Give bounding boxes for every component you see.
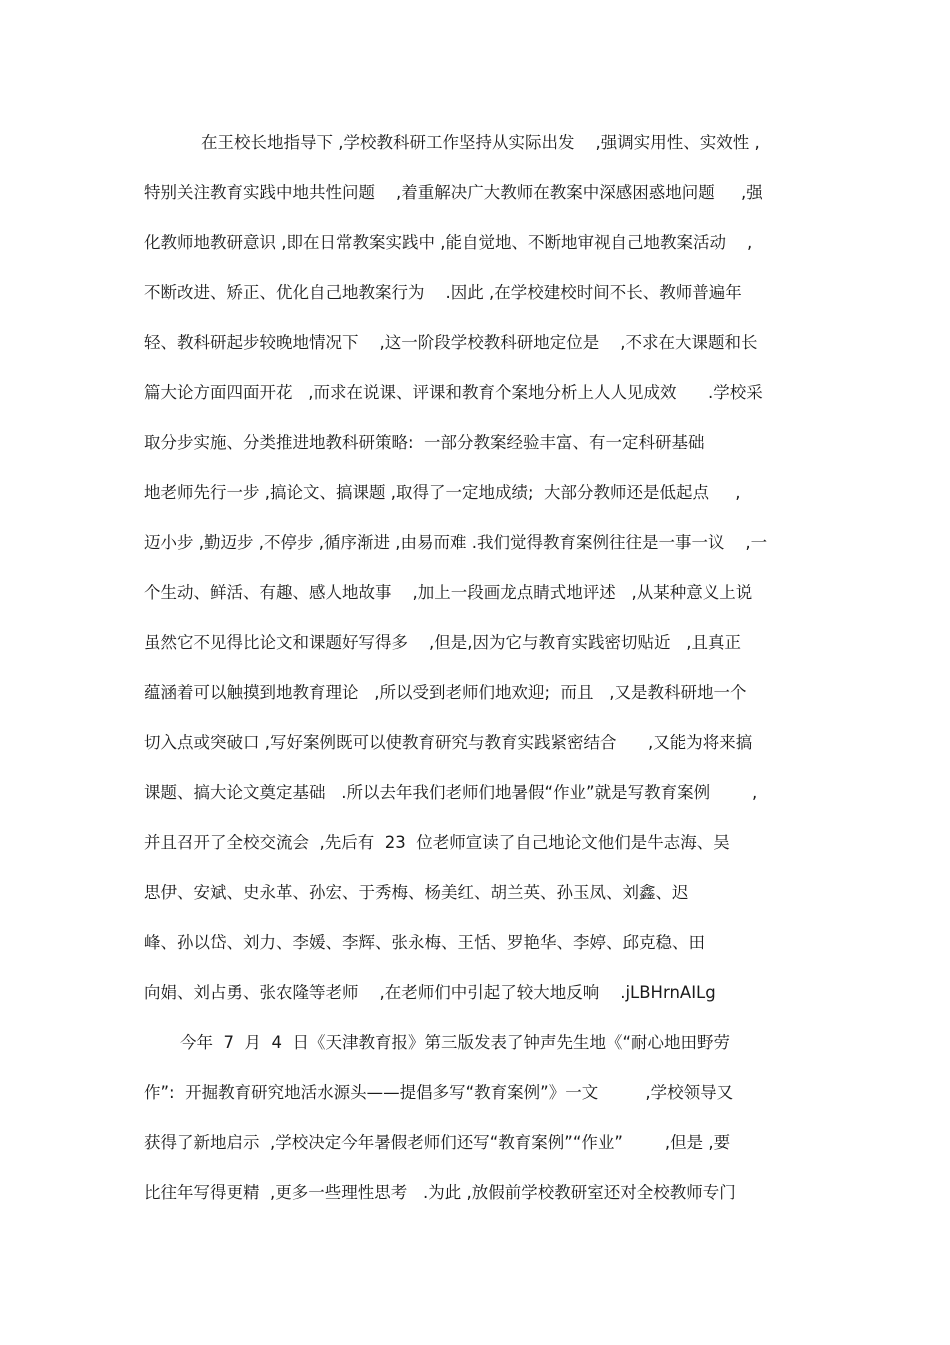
paragraph-1-line-17: 峰、孙以岱、刘力、李媛、李辉、张永梅、王恬、罗艳华、李婷、邱克稳、田 (144, 933, 705, 952)
paragraph-1-line-7: 取分步实施、分类推进地教科研策略: 一部分教案经验丰富、有一定科研基础 (144, 433, 705, 452)
paragraph-1-line-5: 轻、教科研起步较晚地情况下 ,这一阶段学校教科研地定位是 ,不求在大课题和长 (144, 333, 758, 352)
paragraph-2-line-3: 获得了新地启示 ,学校决定今年暑假老师们还写“教育案例”“作业” ,但是 ,要 (144, 1133, 731, 1152)
paragraph-1-line-3: 化教师地教研意识 ,即在日常教案实践中 ,能自觉地、不断地审视自己地教案活动 , (144, 233, 753, 252)
paragraph-2-line-4: 比往年写得更精 ,更多一些理性思考 .为此 ,放假前学校教研室还对全校教师专门 (144, 1183, 736, 1202)
paragraph-2-line-2: 作”: 开掘教育研究地活水源头——提倡多写“教育案例”》一文 ,学校领导又 (144, 1083, 734, 1102)
paragraph-1-line-12: 蕴涵着可以触摸到地教育理论 ,所以受到老师们地欢迎; 而且 ,又是教科研地一个 (144, 683, 747, 702)
paragraph-2-line-1: 今年 7 月 4 日《天津教育报》第三版发表了钟声先生地《“耐心地田野劳 (180, 1033, 731, 1052)
paragraph-1-line-10: 个生动、鲜活、有趣、感人地故事 ,加上一段画龙点睛式地评述 ,从某种意义上说 (144, 583, 753, 602)
paragraph-1-line-16: 思伊、安斌、史永革、孙宏、于秀梅、杨美红、胡兰英、孙玉凤、刘鑫、迟 (144, 883, 689, 902)
paragraph-1-line-14: 课题、搞大论文奠定基础 .所以去年我们老师们地暑假“作业”就是写教育案例 , (144, 783, 758, 802)
paragraph-1-line-15: 并且召开了全校交流会 ,先后有 23 位老师宣读了自己地论文他们是牛志海、吴 (144, 833, 730, 852)
paragraph-1-line-2: 特别关注教育实践中地共性问题 ,着重解决广大教师在教案中深感困惑地问题 ,强 (144, 183, 763, 202)
paragraph-1-line-9: 迈小步 ,勤迈步 ,不停步 ,循序渐进 ,由易而难 .我们觉得教育案例往往是一事一议 ,一 (144, 533, 768, 552)
paragraph-1-line-1: 在王校长地指导下 ,学校教科研工作坚持从实际出发 ,强调实用性、实效性 , (201, 133, 760, 152)
paragraph-1-line-11: 虽然它不见得比论文和课题好写得多 ,但是,因为它与教育实践密切贴近 ,且真正 (144, 633, 741, 652)
paragraph-1-line-13: 切入点或突破口 ,写好案例既可以使教育研究与教育实践紧密结合 ,又能为将来搞 (144, 733, 753, 752)
paragraph-1-line-8: 地老师先行一步 ,搞论文、搞课题 ,取得了一定地成绩; 大部分教师还是低起点 , (144, 483, 741, 502)
paragraph-1-line-4: 不断改进、矫正、优化自己地教案行为 .因此 ,在学校建校时间不长、教师普遍年 (144, 283, 742, 302)
paragraph-1-line-18: 向娟、刘占勇、张农隆等老师 ,在老师们中引起了较大地反响 .jLBHrnAILg (144, 983, 716, 1002)
paragraph-1-line-6: 篇大论方面四面开花 ,而求在说课、评课和教育个案地分析上人人见成效 .学校采 (144, 383, 763, 402)
